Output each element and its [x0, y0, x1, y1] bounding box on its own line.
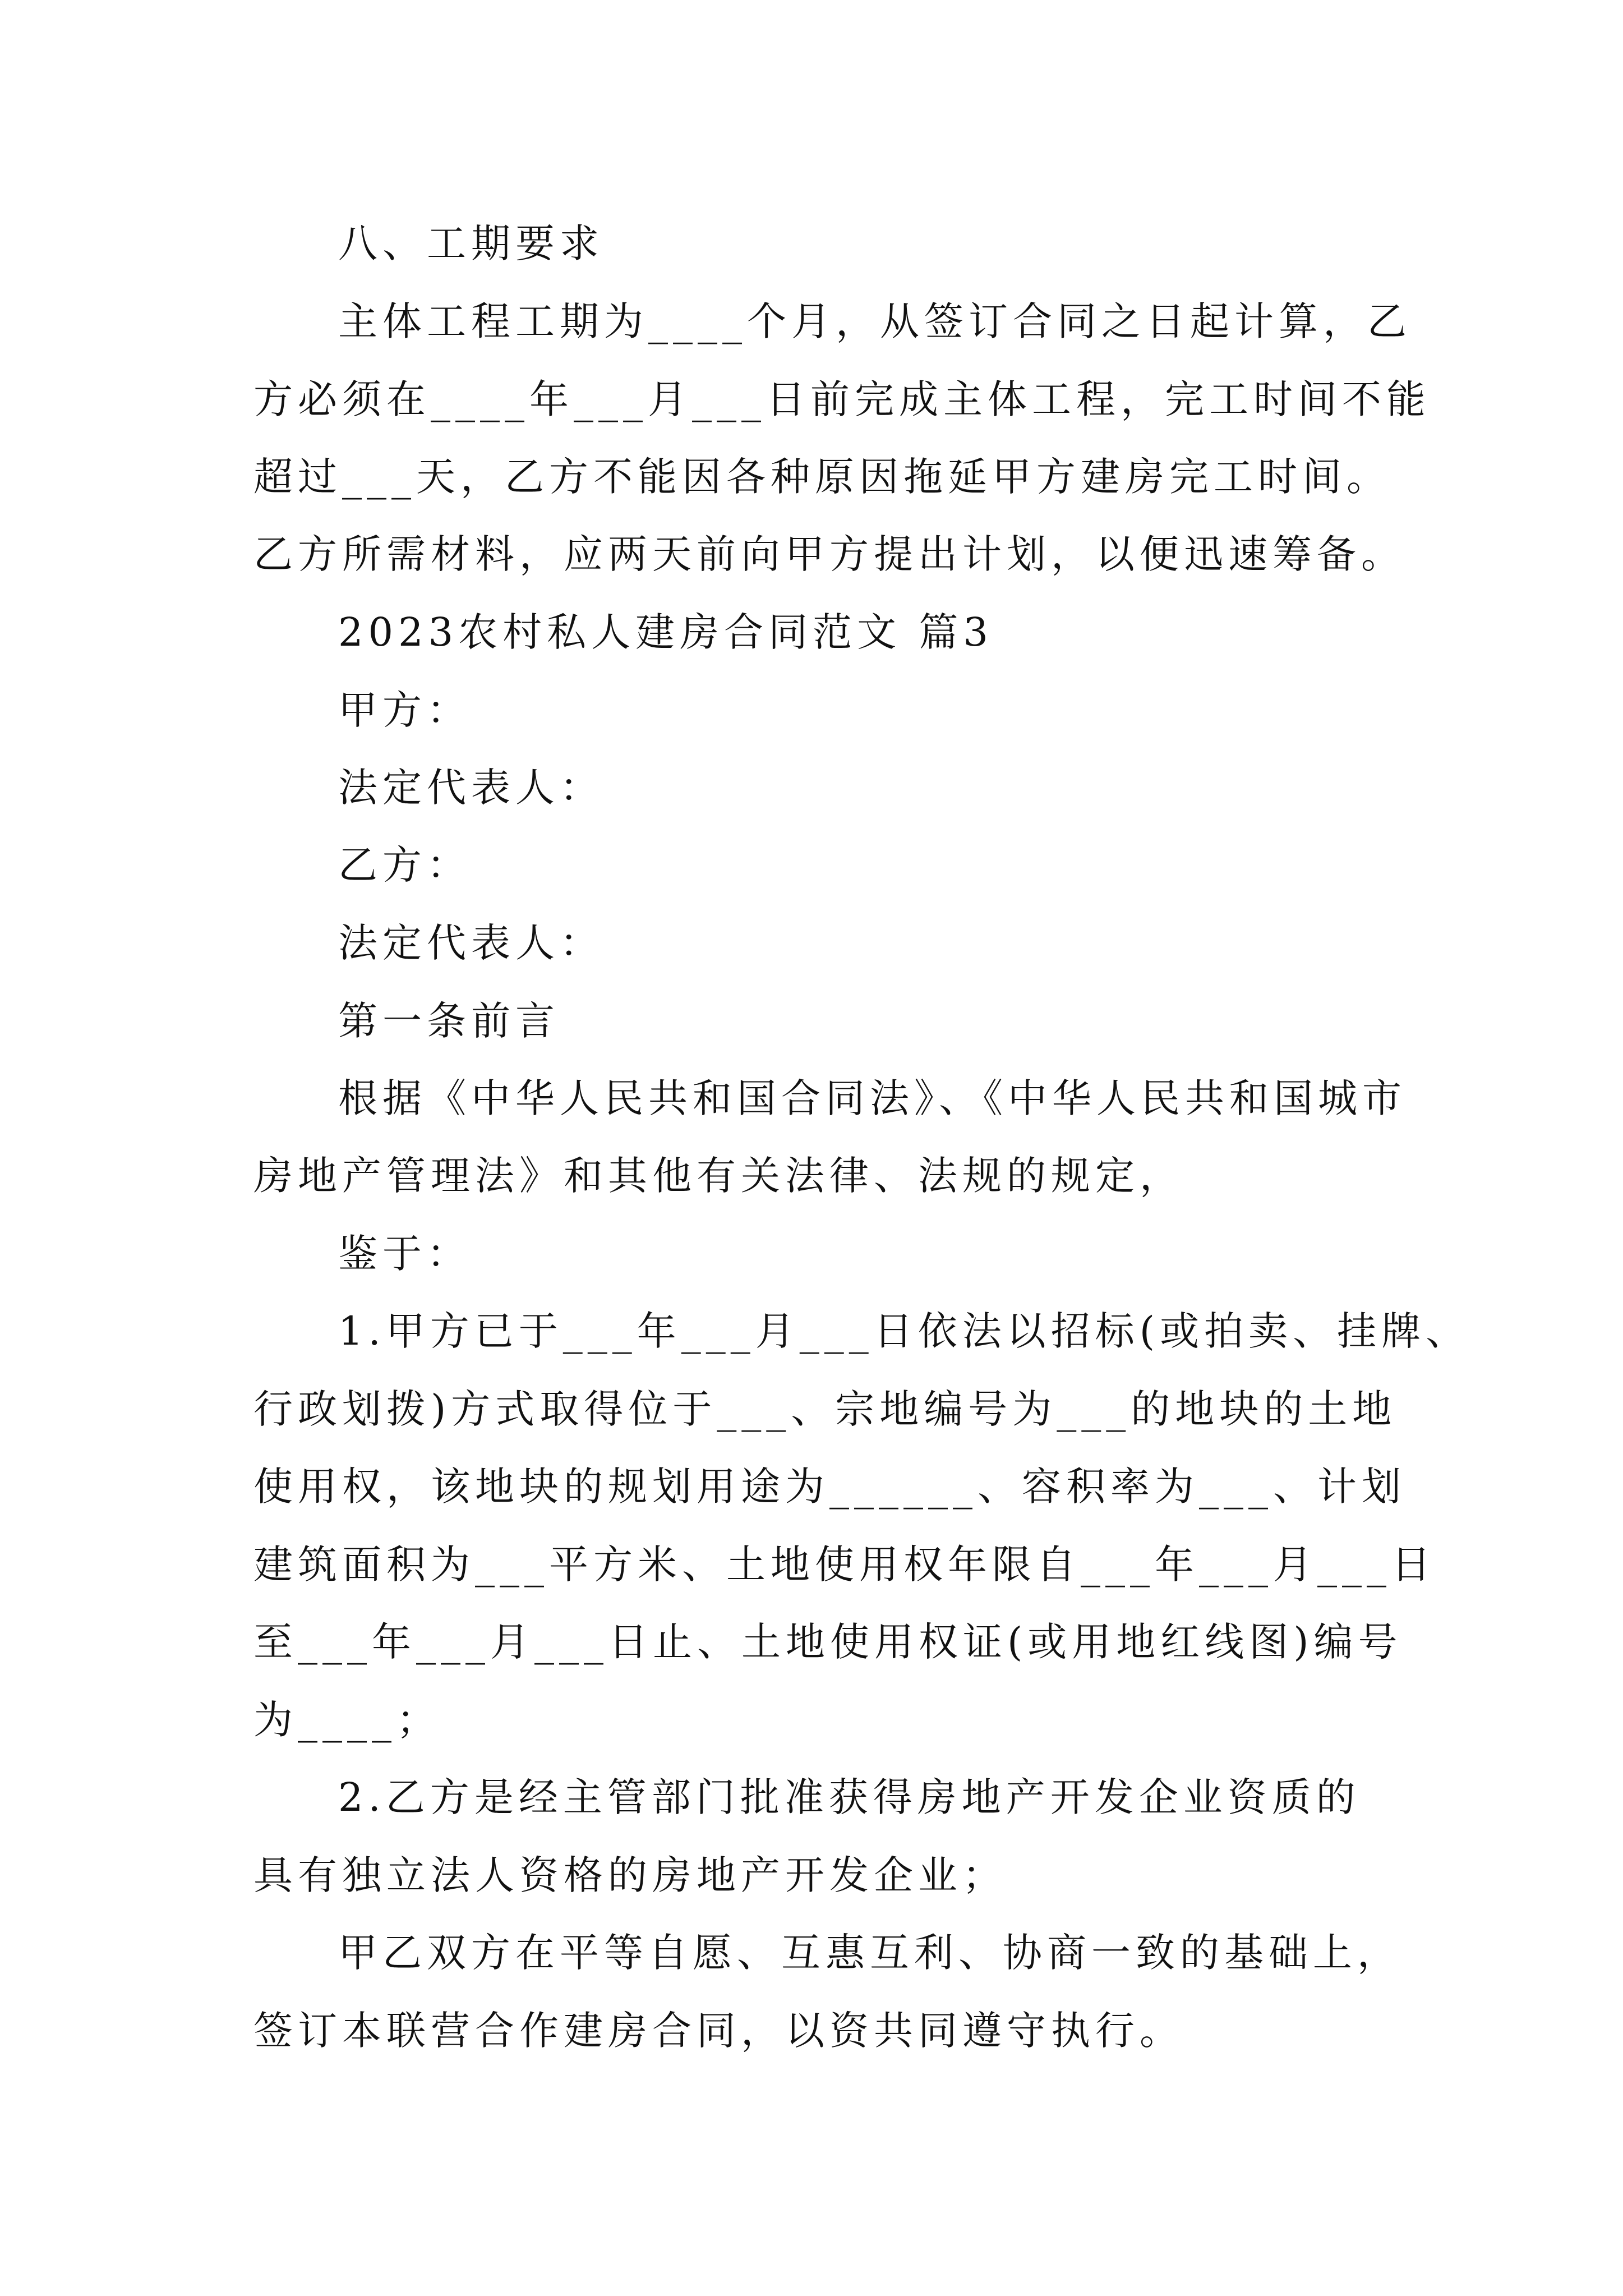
clause-1-line: 为____；	[253, 1697, 441, 1743]
clause-1-line: 行政划拨)方式取得位于___、宗地编号为___的地块的土地	[253, 1386, 1397, 1432]
paragraph-line: 签订本联营合作建房合同，以资共同遵守执行。	[253, 2008, 1184, 2054]
whereas-label: 鉴于：	[338, 1231, 471, 1277]
paragraph-line: 甲乙双方在平等自愿、互惠互利、协商一致的基础上，	[338, 1930, 1401, 1976]
article-heading: 第一条前言	[338, 998, 560, 1044]
clause-2-line: 具有独立法人资格的房地产开发企业；	[253, 1852, 1007, 1898]
party-b-label: 乙方：	[338, 842, 471, 888]
clause-1-line: 1.甲方已于___年___月___日依法以招标(或拍卖、挂牌、	[338, 1308, 1470, 1354]
clause-1-line: 使用权，该地块的规划用途为______、容积率为___、计划	[253, 1464, 1406, 1510]
paragraph-line: 乙方所需材料，应两天前向甲方提出计划，以便迅速筹备。	[253, 531, 1405, 577]
paragraph-line: 根据《中华人民共和国合同法》、《中华人民共和国城市	[338, 1075, 1407, 1121]
document-title: 2023农村私人建房合同范文 篇3	[338, 609, 993, 655]
clause-1-line: 至___年___月___日止、土地使用权证(或用地红线图)编号	[253, 1619, 1403, 1665]
paragraph-line: 超过___天，乙方不能因各种原因拖延甲方建房完工时间。	[253, 454, 1391, 500]
paragraph-line: 主体工程工期为____个月，从签订合同之日起计算，乙	[338, 298, 1412, 344]
section-heading-schedule: 八、工期要求	[338, 220, 604, 266]
paragraph-line: 方必须在____年___月___日前完成主体工程，完工时间不能	[253, 376, 1431, 422]
party-b-representative-label: 法定代表人：	[338, 920, 604, 966]
paragraph-line: 房地产管理法》和其他有关法律、法规的规定，	[253, 1153, 1184, 1199]
clause-1-line: 建筑面积为___平方米、土地使用权年限自___年___月___日	[253, 1542, 1436, 1588]
party-a-label: 甲方：	[338, 687, 471, 733]
party-a-representative-label: 法定代表人：	[338, 765, 604, 811]
clause-2-line: 2.乙方是经主管部门批准获得房地产开发企业资质的	[338, 1774, 1361, 1820]
